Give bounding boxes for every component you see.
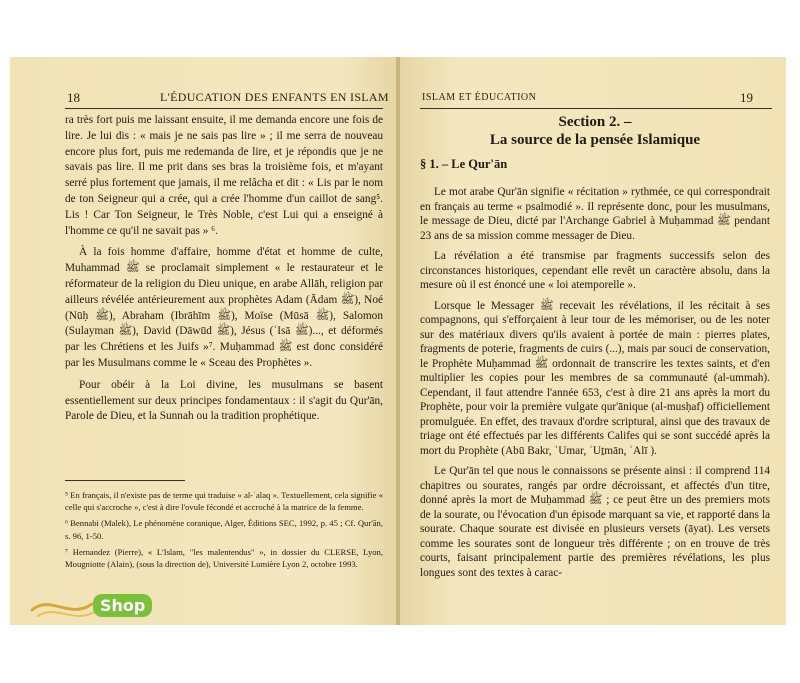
footnote-rule bbox=[65, 480, 185, 481]
left-body-text bbox=[65, 113, 383, 431]
footnote: ⁷ Hernandez (Pierre), « L'Islam, "les malentendus" », in dossier du CLERSE, Lyon, Mougniotte (Alain), (sous la direction de), Université Lumière Lyon 2, octobre 1993. bbox=[65, 546, 383, 570]
section-title: Section 2. – bbox=[558, 114, 632, 130]
footnote: ⁵ En français, il n'existe pas de terme qui traduise « al-ʿalaq ». Textuellement, cela signifie « celle qui s'accroche », c'est à dire l'ovule fécondé et accroché à la matrice de la femme. bbox=[65, 490, 383, 513]
right-body-text bbox=[420, 185, 770, 586]
paragraph: ra très fort puis me laissant ensuite, il me demanda encore une fois de lire. Je lui dis : « mais je ne sais pas lire » ; il me serra de nouveau encore plus fort, puis me redemanda de lire, et je répondis que je ne savais pas lire. Il me prit dans ses bras la troisième fois, et m'ayant serré plus fortement que jamais, il me relâcha et dit : « Lis par le nom de ton Seigneur qui a crée, qui a crée l'homme d'un caillot de sang⁵. Lis ! Car Ton Seigneur, le Très Noble, c'est Lui qui a enseigné à l'homme ce qu'il ne savait pas » ⁶. bbox=[65, 114, 383, 237]
paragraph: Pour obéir à la Loi divine, les musulmans se basent essentiellement sur deux principes fondamentaux : il s'agit du Qur'ān, Parole de Dieu, et la Sunnah ou la tradition prophétique. bbox=[65, 378, 383, 423]
right-running-head: ISLAM ET ÉDUCATION bbox=[422, 92, 537, 103]
left-running-head: L'ÉDUCATION DES ENFANTS EN ISLAM bbox=[160, 90, 389, 104]
section-subtitle: La source de la pensée Islamique bbox=[489, 132, 701, 148]
paragraph: La révélation a été transmise par fragments successifs selon des circonstances historiques, cependant elle revêt un caractère absolu, dans la mesure où il est énoncé une « loi atemporelle ». bbox=[420, 250, 770, 291]
right-page bbox=[400, 57, 786, 625]
right-page-number: 19 bbox=[740, 90, 753, 105]
shop-logo-badge: Shop bbox=[93, 594, 152, 617]
paragraph: Le mot arabe Qur'ān signifie « récitation » rythmée, ce qui correspondrait en français au terme « psalmodié ». Il représente donc, pour les musulmans, le message de Dieu, dicté par l'Archange Gabriel à Muḥammad ﷺ pendant 23 ans de sa mission comme messager de Dieu. bbox=[420, 186, 770, 242]
paragraph: Le Qur'ān tel que nous le connaissons se présente ainsi : il comprend 114 chapitres ou sourates, rangés par ordre décroissant, et affectés d'un titre, donné après la mort de Muḥammad ﷺ ; ce peut être un des premiers mots de la sourate, ou l'évocation d'un épisode marquant sa vie, et rapporté dans la sourate. Chaque sourate est divisée en plusieurs versets (āyat). Les versets comme les sourates sont de longueur très différente ; on en trouve de très courts, faisant principalement partie des premières révélations, les plus longues sont des textes à carac- bbox=[420, 465, 770, 579]
paragraph: À la fois homme d'affaire, homme d'état et homme de culte, Muhammad ﷺ se proclamait simplement « le restaurateur et le réformateur de la religion du Dieu unique, en arabe Allāh, religion par ailleurs révélée antérieurement aux prophètes Adam (Ādam ﷺ), Noé (Nūḥ ﷺ), Abraham (Ibrāhīm ﷺ), Moïse (Mūsā ﷺ), Salomon (Sulayman ﷺ), David (Dāwūd ﷺ), Jésus (ʿIsā ﷺ)..., et déformés par les Chrétiens et les Juifs »⁷. Muḥammad ﷺ est donc considéré par les Musulmans comme le « Sceau des Prophètes ». bbox=[65, 246, 384, 369]
paragraph: Lorsque le Messager ﷺ recevait les révélations, il les récitait à ses compagnons, qui s'efforçaient à leur tour de les mémoriser, ou de les noter sur des matériaux divers qu'ils avaient à portée de main : pierres plates, fragments de poterie, fragments de cuirs (...), mais par souci de conservation, le Prophète Muḥammad ﷺ ordonnait de transcrire les textes saints, et d'en multiplier les copies pour les membres de sa communauté (al-ummah). Cependant, il faut attendre l'année 653, c'est à dire 21 ans après la mort du Prophète, pour voir la première vulgate qur'ānique (al-musḥaf) officiellement promulguée. En effet, des travaux d'ordre scriptural, ainsi que des travaux de triage ont été effectués par les différents Califes qui se sont succédé après la mort du Prophète (Abū Bakr, ʿUmar, ʿUṯmān, ʿAlī ). bbox=[420, 299, 770, 457]
left-page-number: 18 bbox=[67, 90, 80, 105]
right-header-rule bbox=[420, 108, 772, 109]
footnotes bbox=[65, 489, 383, 574]
footnote: ⁶ Bennabi (Malek), Le phénomène coranique, Alger, Éditions SEC, 1992, p. 45 ; Cf. Qur'ān, s. 96, 1-50. bbox=[65, 518, 383, 541]
subheading: § 1. – Le Qur'ān bbox=[420, 157, 508, 171]
left-header-rule bbox=[65, 108, 383, 109]
left-page bbox=[10, 57, 397, 625]
